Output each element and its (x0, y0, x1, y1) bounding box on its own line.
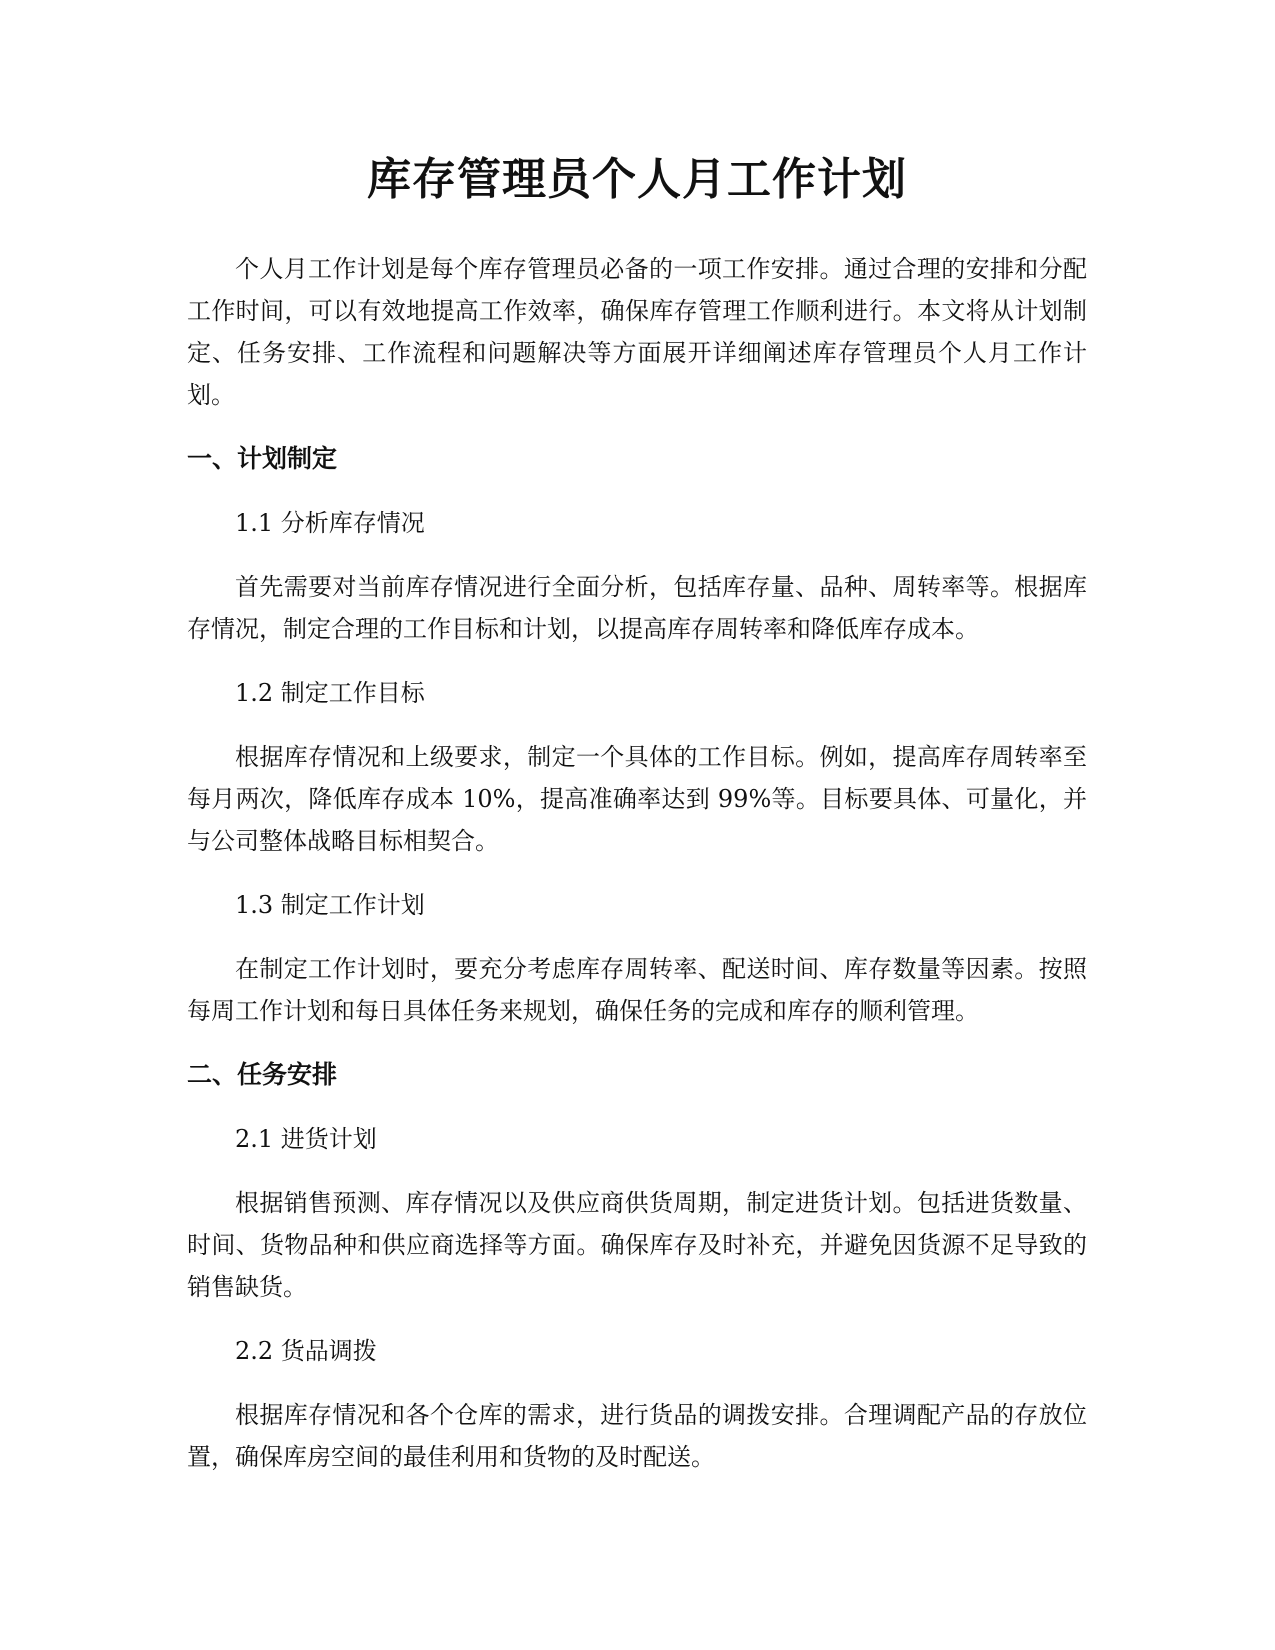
subsection-body-2-2: 根据库存情况和各个仓库的需求，进行货品的调拨安排。合理调配产品的存放位置，确保库房空间的最佳利用和货物的及时配送。 (187, 1401, 1087, 1471)
subsection-heading-1-3: 1.3 制定工作计划 (235, 891, 425, 919)
section-heading-2: 二、任务安排 (187, 1060, 338, 1089)
document-page (187, 150, 1087, 1500)
section-heading-1: 一、计划制定 (187, 444, 338, 473)
document-title: 库存管理员个人月工作计划 (367, 154, 907, 205)
subsection-heading-1-1: 1.1 分析库存情况 (235, 509, 425, 537)
subsection-heading-2-2: 2.2 货品调拨 (235, 1337, 377, 1365)
subsection-body-2-1: 根据销售预测、库存情况以及供应商供货周期，制定进货计划。包括进货数量、时间、货物品种和供应商选择等方面。确保库存及时补充，并避免因货源不足导致的销售缺货。 (187, 1189, 1087, 1301)
intro-paragraph: 个人月工作计划是每个库存管理员必备的一项工作安排。通过合理的安排和分配工作时间，可以有效地提高工作效率，确保库存管理工作顺利进行。本文将从计划制定、任务安排、工作流程和问题解决等方面展开详细阐述库存管理员个人月工作计划。 (187, 255, 1087, 409)
subsection-body-1-3: 在制定工作计划时，要充分考虑库存周转率、配送时间、库存数量等因素。按照每周工作计划和每日具体任务来规划，确保任务的完成和库存的顺利管理。 (187, 955, 1087, 1025)
subsection-heading-1-2: 1.2 制定工作目标 (235, 679, 425, 707)
subsection-heading-2-1: 2.1 进货计划 (235, 1125, 377, 1153)
subsection-body-1-2: 根据库存情况和上级要求，制定一个具体的工作目标。例如，提高库存周转率至每月两次，降低库存成本 10%，提高准确率达到 99%等。目标要具体、可量化，并与公司整体战略目标相契合。 (187, 743, 1087, 855)
subsection-body-1-1: 首先需要对当前库存情况进行全面分析，包括库存量、品种、周转率等。根据库存情况，制定合理的工作目标和计划，以提高库存周转率和降低库存成本。 (187, 573, 1087, 643)
